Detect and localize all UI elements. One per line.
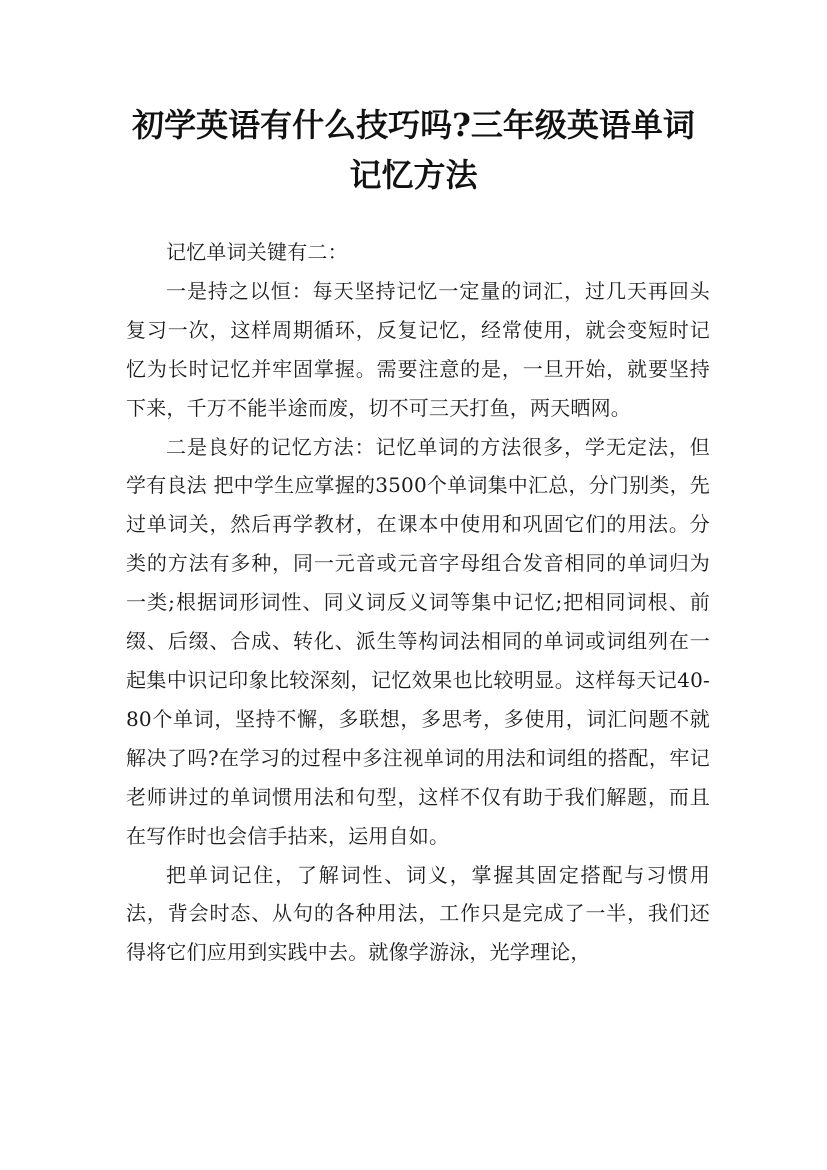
paragraph-application: 把单词记住，了解词性、词义，掌握其固定搭配与习惯用法，背会时态、从句的各种用法，工作只是完成了一半，我们还得将它们应用到实践中去。就像学游泳，光学理论， xyxy=(126,862,710,965)
document-title: 初学英语有什么技巧吗?三年级英语单词记忆方法 xyxy=(132,106,695,194)
paragraph-memory-method: 二是良好的记忆方法：记忆单词的方法很多，学无定法，但学有良法 把中学生应掌握的3500个单词集中汇总，分门别类，先过单词关，然后再学教材，在课本中使用和巩固它们的用法。分类的方法有多种，同一元音或元音字母组合发音相同的单词归为一类;根据词形词性、同义词反义词等集中记忆;把相同词根、前缀、后缀、合成、转化、派生等构词法相同的单词或词组列在一起集中识记印象比较深刻，记忆效果也比较明显。这样每天记40-80个单词，坚持不懈，多联想，多思考，多使用，词汇问题不就解决了吗?在学习的过程中多注视单词的用法和词组的搭配，牢记老师讲过的单词惯用法和句型，这样不仅有助于我们解题，而且在写作时也会信手拈来，运用自如。 xyxy=(126,434,710,848)
paragraph-intro: 记忆单词关键有二： xyxy=(166,240,348,264)
paragraph-persistence: 一是持之以恒：每天坚持记忆一定量的词汇，过几天再回头复习一次，这样周期循环，反复记忆，经常使用，就会变短时记忆为长时记忆并牢固掌握。需要注意的是，一旦开始，就要坚持下来，千万不能半途而废，切不可三天打鱼，两天晒网。 xyxy=(126,278,710,420)
document-body xyxy=(126,233,710,972)
